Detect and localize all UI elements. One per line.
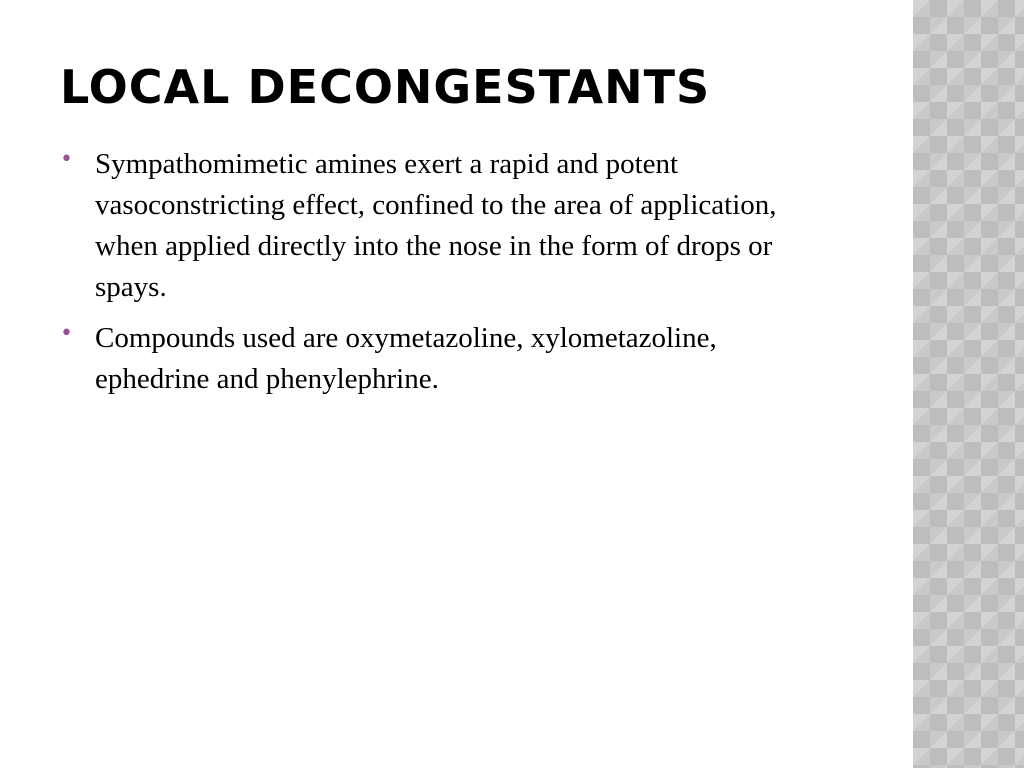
bullet-dot-icon: • — [60, 321, 73, 346]
bullet-item — [60, 144, 800, 308]
bullet-item — [60, 318, 800, 400]
bullet-dot-icon: • — [60, 147, 73, 172]
bullet-text: Sympathomimetic amines exert a rapid and potent vasoconstricting effect, confined to the area of application, when applied directly into the nose in the form of drops or spays. — [95, 148, 777, 303]
bullet-text: Compounds used are oxymetazoline, xylometazoline, ephedrine and phenylephrine. — [95, 322, 717, 395]
decorative-side-band — [913, 0, 1024, 768]
slide-title: LOCAL DECONGESTANTS — [60, 60, 711, 114]
bullet-list — [60, 144, 800, 410]
